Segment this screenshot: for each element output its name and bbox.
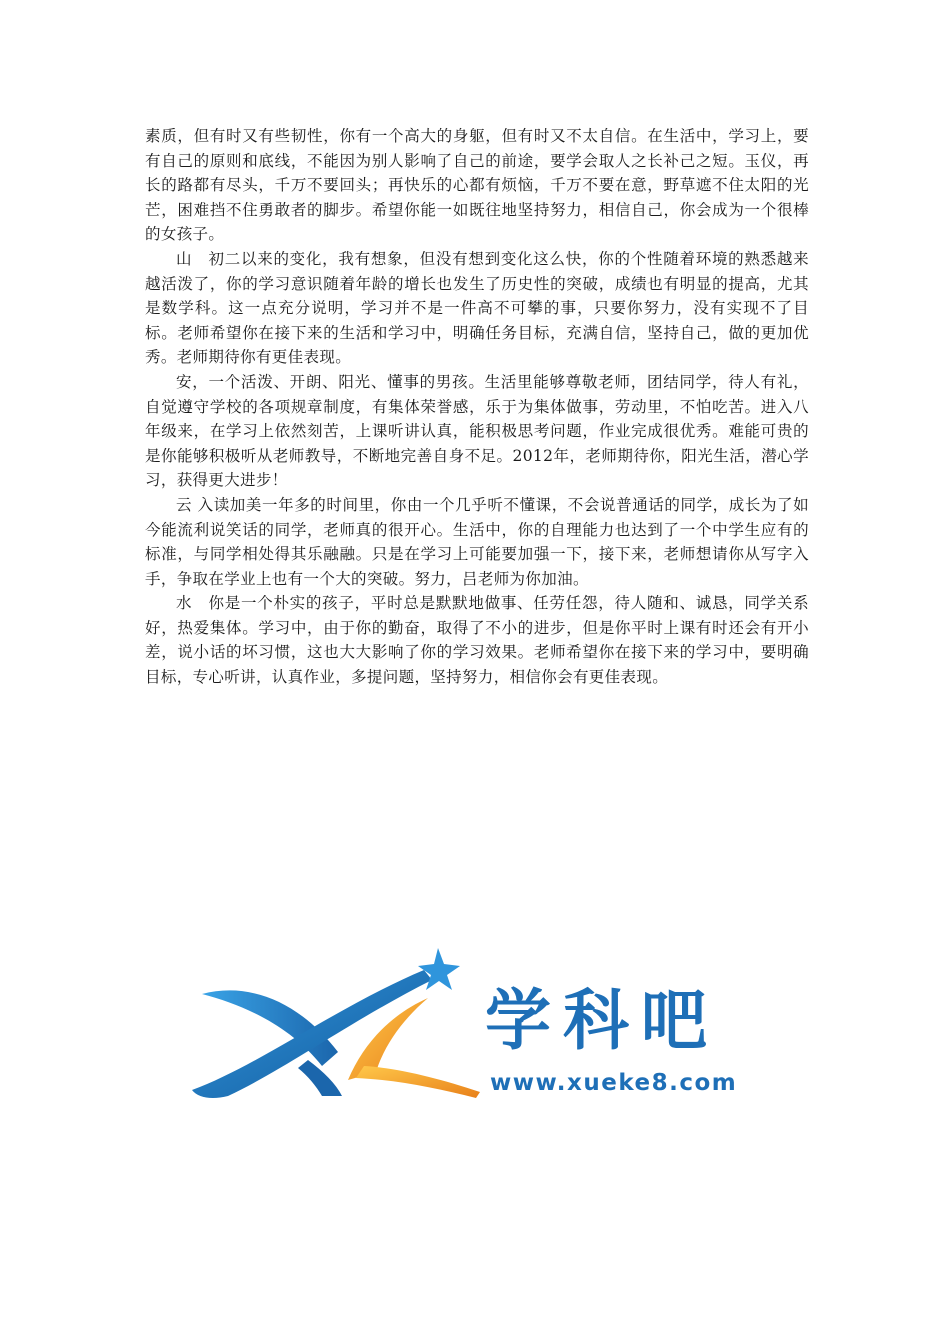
xueke8-logo <box>188 948 788 1108</box>
paragraph-3: 安，一个活泼、开朗、阳光、懂事的男孩。生活里能够尊敬老师，团结同学，待人有礼，自觉遵守学校的各项规章制度，有集体荣誉感，乐于为集体做事，劳动里，不怕吃苦。进入八年级来，在学习上依然刻苦，上课听讲认真，能积极思考问题，作业完成很优秀。难能可贵的是你能够积极听从老师教导，不断地完善自身不足。2012年，老师期待你，阳光生活，潜心学习，获得更大进步！ <box>145 372 809 490</box>
star-swoosh-icon <box>188 948 488 1108</box>
paragraph-1: 素质，但有时又有些韧性，你有一个高大的身躯，但有时又不太自信。在生活中，学习上，要有自己的原则和底线，不能因为别人影响了自己的前途，要学会取人之长补己之短。玉仪，再长的路都有尽头，千万不要回头；再快乐的心都有烦恼，千万不要在意，野草遮不住太阳的光芒，困难挡不住勇敢者的脚步。希望你能一如既往地坚持努力，相信自己，你会成为一个很棒的女孩子。 <box>145 127 809 244</box>
logo-url: www.xueke8.com <box>490 1070 738 1096</box>
paragraph-5: 水 你是一个朴实的孩子，平时总是默默地做事、任劳任怨，待人随和、诚恳，同学关系好，热爱集体。学习中，由于你的勤奋，取得了不小的进步，但是你平时上课有时还会有开小差，说小话的坏习惯，这也大大影响了你的学习效果。老师希望你在接下来的学习中，要明确目标，专心听讲，认真作业，多提问题，坚持努力，相信你会有更佳表现。 <box>145 594 809 687</box>
paragraph-4: 云 入读加美一年多的时间里，你由一个几乎听不懂课，不会说普通话的同学，成长为了如今能流利说笑话的同学，老师真的很开心。生活中，你的自理能力也达到了一个中学生应有的标准，与同学相处得其乐融融。只是在学习上可能要加强一下，接下来，老师想请你从写字入手，争取在学业上也有一个大的突破。努力，吕老师为你加油。 <box>145 495 809 588</box>
comment-text-block <box>145 124 809 690</box>
logo-title: 学科吧 <box>485 982 719 1059</box>
paragraph-2: 山 初二以来的变化，我有想象，但没有想到变化这么快，你的个性随着环境的熟悉越来越活泼了，你的学习意识随着年龄的增长也发生了历史性的突破，成绩也有明显的提高，尤其是数学科。这一点充分说明，学习并不是一件高不可攀的事，只要你努力，没有实现不了目标。老师希望你在接下来的生活和学习中，明确任务目标，充满自信，坚持自己，做的更加优秀。老师期待你有更佳表现。 <box>145 249 809 367</box>
